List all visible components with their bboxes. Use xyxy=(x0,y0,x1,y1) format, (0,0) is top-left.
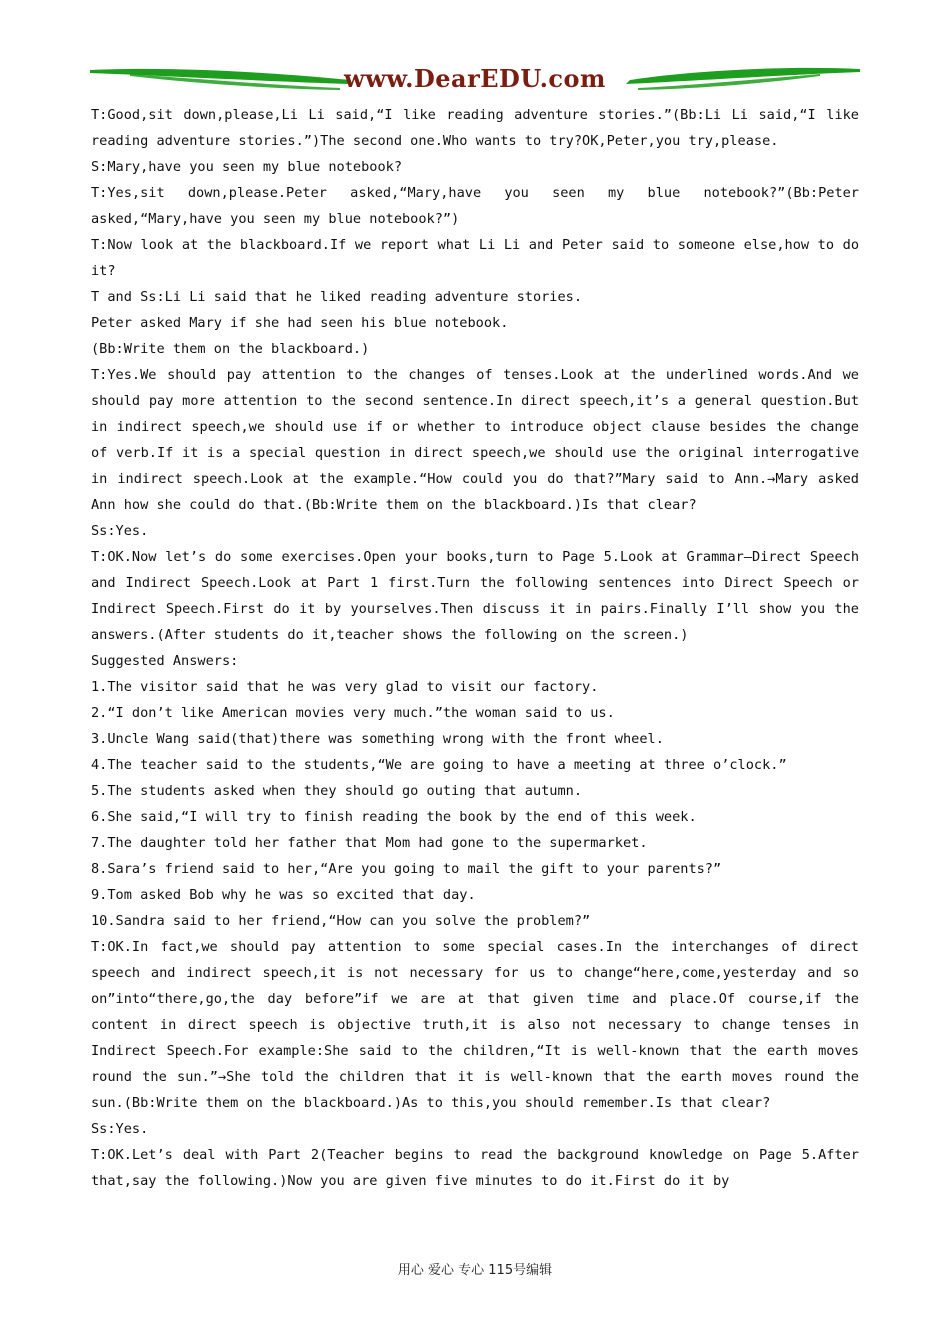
paragraph: T:Good,sit down,please,Li Li said,“I like reading adventure stories.”(Bb:Li Li said,“I like reading adventure stories.”)The second one.Who wants to try?OK,Peter,you try,please. xyxy=(91,107,859,149)
answer-item: 10.Sandra said to her friend,“How can you solve the problem?” xyxy=(91,913,591,929)
answer-item: 7.The daughter told her father that Mom had gone to the supermarket. xyxy=(91,835,648,851)
site-logo: www.DearEDU.com xyxy=(344,64,606,93)
page-footer: 用心 爱心 专心 115号编辑 xyxy=(397,1263,553,1278)
answer-item: 9.Tom asked Bob why he was so excited that day. xyxy=(91,887,476,903)
answer-item: 8.Sara’s friend said to her,“Are you going to mail the gift to your parents?” xyxy=(91,861,722,877)
page-header xyxy=(90,62,860,96)
answer-item: 4.The teacher said to the students,“We are going to have a meeting at three o’clock.” xyxy=(91,757,787,773)
answer-item: 1.The visitor said that he was very glad to visit our factory. xyxy=(91,679,599,695)
answer-item: 2.“I don’t like American movies very much.”the woman said to us. xyxy=(91,705,615,721)
answer-item: 3.Uncle Wang said(that)there was something wrong with the front wheel. xyxy=(91,731,664,747)
paragraph: S:Mary,have you seen my blue notebook? xyxy=(91,159,402,175)
paragraph: T:OK.In fact,we should pay attention to some special cases.In the interchanges of direct speech and indirect speech,it is not necessary for us to change“here,come,yesterday and so on”into“there,go,the day before”if we are at that given time and place.Of course,if the content in direct speech is objective truth,it is also not necessary to change tenses in Indirect Speech.For example:She said to the children,“It is well-known that the earth moves round the sun.”→She told the children that it is well-known that the earth moves round the sun.(Bb:Write them on the blackboard.)As to this,you should remember.Is that clear? xyxy=(91,939,859,1111)
paragraph: T:Now look at the blackboard.If we report what Li Li and Peter said to someone else,how to do it? xyxy=(91,237,859,279)
paragraph: Ss:Yes. xyxy=(91,523,149,539)
paragraph: T:Yes,sit down,please.Peter asked,“Mary,have you seen my blue notebook?”(Bb:Peter asked,“Mary,have you seen my blue notebook?”) xyxy=(91,185,859,227)
paragraph: T:OK.Let’s deal with Part 2(Teacher begins to read the background knowledge on Page 5.After that,say the following.)Now you are given five minutes to do it.First do it by xyxy=(91,1147,859,1189)
paragraph: Ss:Yes. xyxy=(91,1121,149,1137)
paragraph: (Bb:Write them on the blackboard.) xyxy=(91,341,370,357)
paragraph: Peter asked Mary if she had seen his blue notebook. xyxy=(91,315,509,331)
paragraph: Suggested Answers: xyxy=(91,653,239,669)
document-body xyxy=(91,102,859,1194)
paragraph: T and Ss:Li Li said that he liked reading adventure stories. xyxy=(91,289,583,305)
paragraph: T:OK.Now let’s do some exercises.Open your books,turn to Page 5.Look at Grammar—Direct Speech and Indirect Speech.Look at Part 1 first.Turn the following sentences into Direct Speech or Indirect Speech.First do it by yourselves.Then discuss it in pairs.Finally I’ll show you the answers.(After students do it,teacher shows the following on the screen.) xyxy=(91,549,859,643)
answer-item: 5.The students asked when they should go outing that autumn. xyxy=(91,783,583,799)
paragraph: T:Yes.We should pay attention to the changes of tenses.Look at the underlined words.And we should pay more attention to the second sentence.In direct speech,it’s a general question.But in indirect speech,we should use if or whether to introduce object clause besides the change of verb.If it is a special question in direct speech,we should use the original interrogative in indirect speech.Look at the example.“How could you do that?”Mary said to Ann.→Mary asked Ann how she could do that.(Bb:Write them on the blackboard.)Is that clear? xyxy=(91,367,859,513)
answer-item: 6.She said,“I will try to finish reading the book by the end of this week. xyxy=(91,809,697,825)
